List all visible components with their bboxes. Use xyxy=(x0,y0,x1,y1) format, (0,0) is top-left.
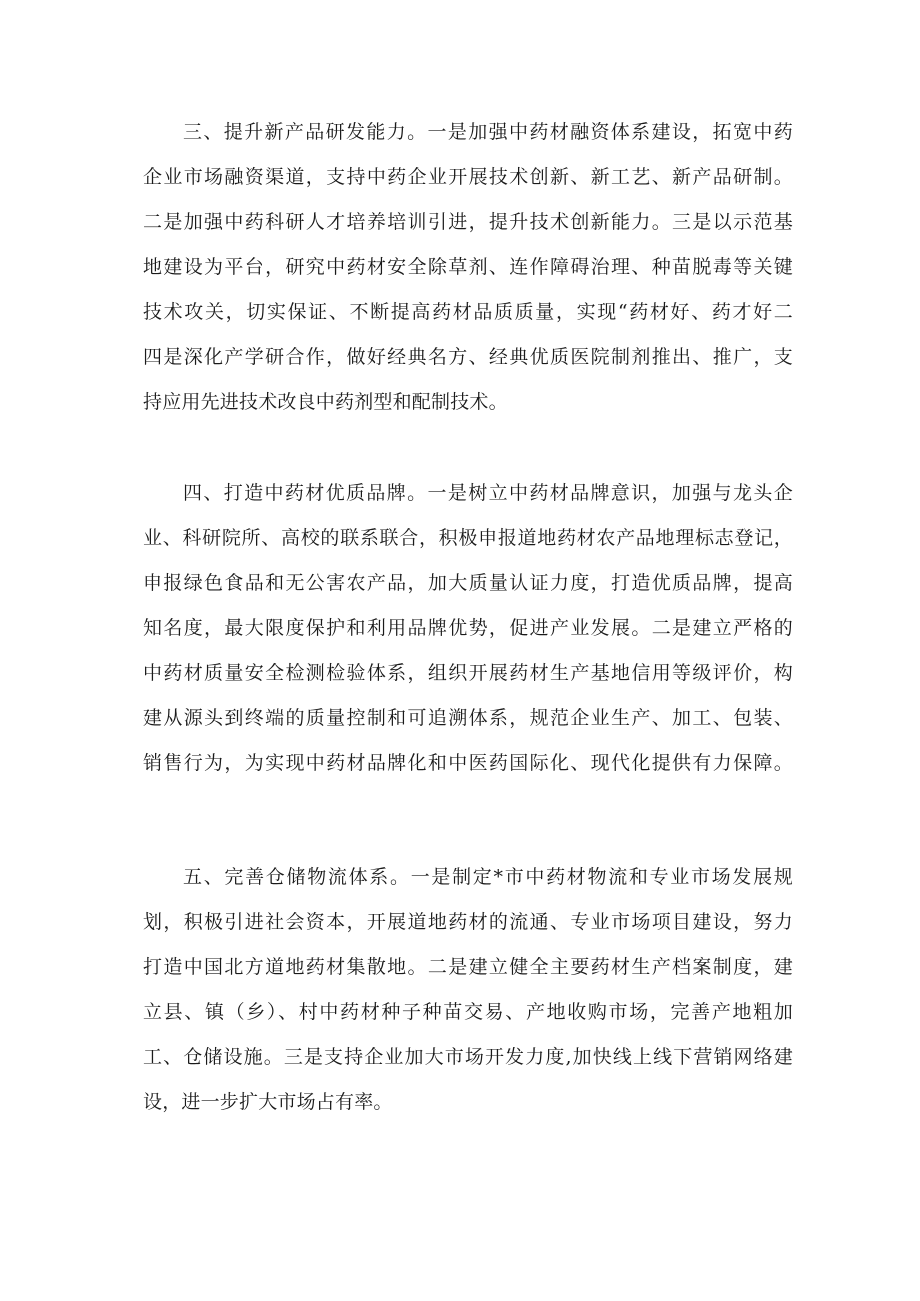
text-line: 四、打造中药材优质品牌。一是树立中药材品牌意识，加强与龙头企 xyxy=(183,482,793,504)
text-line: 划，积极引进社会资本，开展道地药材的流通、专业市场项目建设，努力 xyxy=(143,911,793,933)
text-line: 三、提升新产品研发能力。一是加强中药材融资体系建设，拓宽中药 xyxy=(183,121,793,143)
text-line: 二是加强中药科研人才培养培训引进，提升技术创新能力。三是以示范基 xyxy=(143,211,793,233)
text-line: 持应用先进技术改良中药剂型和配制技术。 xyxy=(143,391,508,413)
text-line: 打造中国北方道地药材集散地。二是建立健全主要药材生产档案制度，建 xyxy=(143,956,793,978)
text-line: 工、仓储设施。三是支持企业加大市场开发力度,加快线上线下营销网络建 xyxy=(143,1046,793,1068)
text-line: 地建设为平台，研究中药材安全除草剂、连作障碍治理、种苗脱毒等关键 xyxy=(143,256,793,278)
text-line: 建从源头到终端的质量控制和可追溯体系，规范企业生产、加工、包装、 xyxy=(143,707,793,729)
text-line: 四是深化产学研合作，做好经典名方、经典优质医院制剂推出、推广，支 xyxy=(143,346,793,368)
text-line: 五、完善仓储物流体系。一是制定*市中药材物流和专业市场发展规 xyxy=(183,866,793,888)
text-line: 设，进一步扩大市场占有率。 xyxy=(143,1091,393,1113)
text-line: 立县、镇（乡）、村中药材种子种苗交易、产地收购市场，完善产地粗加 xyxy=(143,1001,793,1023)
text-line: 申报绿色食品和无公害农产品，加大质量认证力度，打造优质品牌，提高 xyxy=(143,572,793,594)
text-line: 知名度，最大限度保护和利用品牌优势，促进产业发展。二是建立严格的 xyxy=(143,617,793,639)
text-line: 销售行为，为实现中药材品牌化和中医药国际化、现代化提供有力保障。 xyxy=(143,752,793,774)
text-line: 业、科研院所、高校的联系联合，积极申报道地药材农产品地理标志登记， xyxy=(143,527,793,549)
text-line: 企业市场融资渠道，支持中药企业开展技术创新、新工艺、新产品研制。 xyxy=(143,166,793,188)
text-line: 中药材质量安全检测检验体系，组织开展药材生产基地信用等级评价，构 xyxy=(143,662,793,684)
text-line: 技术攻关，切实保证、不断提高药材品质质量，实现“药材好、药才好二 xyxy=(143,301,793,323)
